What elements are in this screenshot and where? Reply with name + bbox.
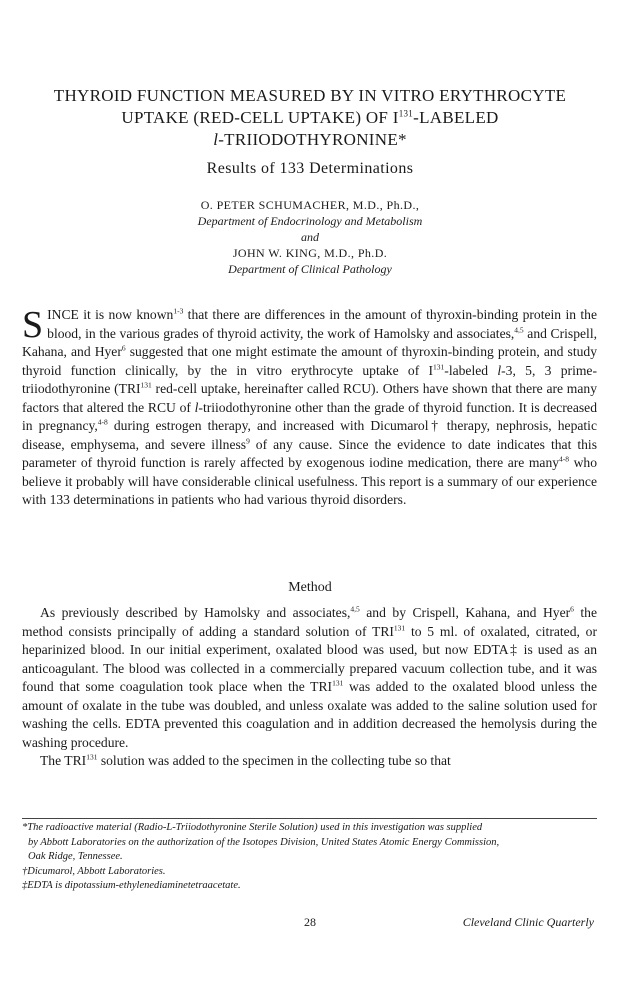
section-heading-method: Method xyxy=(288,580,332,595)
footnote-divider xyxy=(22,818,597,819)
author-2-department: Department of Clinical Pathology xyxy=(228,262,392,276)
reference: 1-3 xyxy=(173,306,184,316)
footnote-star-line-3: Oak Ridge, Tennessee. xyxy=(28,851,123,862)
footnote-star-line-1: *The radioactive material (Radio-L-Triiodothyronine Sterile Solution) used in this investigation was supplied xyxy=(22,822,483,833)
author-1-department: Department of Endocrinology and Metabolism xyxy=(197,214,423,228)
author-2: JOHN W. KING, M.D., Ph.D. xyxy=(232,246,388,260)
method-paragraph-1: As previously described by Hamolsky and associates,$^{4,5}$ and by Crispell, Kahana, and Hyer$^6$ the method consists principally of adding a standard solution of TRI$^{131}$ to 5 ml. of oxalated, citrated, or heparinized blood. In our initial experiment, oxalated blood was used, but now EDTA‡ is used as an anticoagulant. The blood was collected in a commercially prepared vacuum collection tube, and it was found that some coagulation took place when the TRI$^{131}$ was added to the oxalated blood unless the amount of oxalate in the tube was doubled, and unless oxalate was added to the saline solution used for washing the cells. EDTA prevented this coagulation and in addition decreased the hemolysis during the washing procedure. xyxy=(22,604,597,750)
page-number: 28 xyxy=(304,915,316,929)
reference: 6 xyxy=(121,343,126,353)
method-section xyxy=(22,604,597,771)
isotope-superscript: 131 xyxy=(332,678,344,688)
author-conjunction: and xyxy=(301,230,319,244)
title-line-1: THYROID FUNCTION MEASURED BY IN VITRO ERYTHROCYTE xyxy=(53,86,567,105)
footnote-double-dagger: ‡EDTA is dipotassium-ethylenediaminetetraacetate. xyxy=(22,880,241,891)
article-subtitle: Results of 133 Determinations xyxy=(206,160,414,177)
footnotes xyxy=(22,821,597,894)
reference: 9 xyxy=(246,435,250,445)
isotope-superscript: 131 xyxy=(140,380,152,390)
footnote-star-line-2: by Abbott Laboratories on the authorization of the Isotopes Division, United States Atomic Energy Commission, xyxy=(28,836,500,848)
isotope-superscript: 131 xyxy=(393,622,406,632)
title-line-3: l-TRIIODOTHYRONINE* xyxy=(213,130,407,149)
drop-cap: S xyxy=(22,304,44,346)
reference: 4,5 xyxy=(514,324,524,334)
intro-paragraph: SINCE it is now known$^{1-3}$ that there are differences in the amount of thyroxin-binding protein in the blood, in the various grades of thyroid activity, the work of Hamolsky and associates,$^{4,5}$ and Crispell, Kahana, and Hyer$^6$ suggested that one might estimate the amount of thyroxin-binding protein, and study thyroid function clinically, by the in vitro erythrocyte uptake of $I^{131}$-labeled l-3, 5, 3 prime-triiodothyronine (TRI$^{131}$ red-cell uptake, hereinafter called RCU). Others have shown that there are many factors that altered the RCU of l-triiodothyronine other than the grade of thyroid function. It is decreased in pregnancy,$^{4-8}$ during estrogen therapy, and increased with Dicumarol† therapy, nephrosis, hepatic disease, emphysema, and severe illness$^9$ of any cause. Since the evidence to date indicates that this parameter of thyroid function is rarely affected by exogenous iodine medication, there are many$^{4-8}$ who believe it probably will have considerable clinical usefulness. This report is a summary of our experience with 133 determinations in patients who had various thyroid disorders. xyxy=(22,304,598,507)
author-1: O. PETER SCHUMACHER, M.D., Ph.D., xyxy=(200,198,420,212)
reference: 4-8 xyxy=(97,417,108,427)
title-line-2: UPTAKE (RED-CELL UPTAKE) OF $I^{131}$-LABELED xyxy=(121,108,499,127)
footnote-dagger: †Dicumarol, Abbott Laboratories. xyxy=(22,865,166,877)
journal-name: Cleveland Clinic Quarterly xyxy=(462,915,594,929)
author-block xyxy=(0,197,620,277)
reference: 4,5 xyxy=(350,604,360,614)
reference: 4-8 xyxy=(559,454,570,464)
isotope-superscript: 131 xyxy=(433,361,445,371)
method-paragraph-2: The TRI$^{131}$ solution was added to the specimen in the collecting tube so that xyxy=(40,752,451,768)
article-title xyxy=(30,85,590,151)
reference: 6 xyxy=(570,604,574,614)
isotope-superscript: 131 xyxy=(86,752,98,762)
